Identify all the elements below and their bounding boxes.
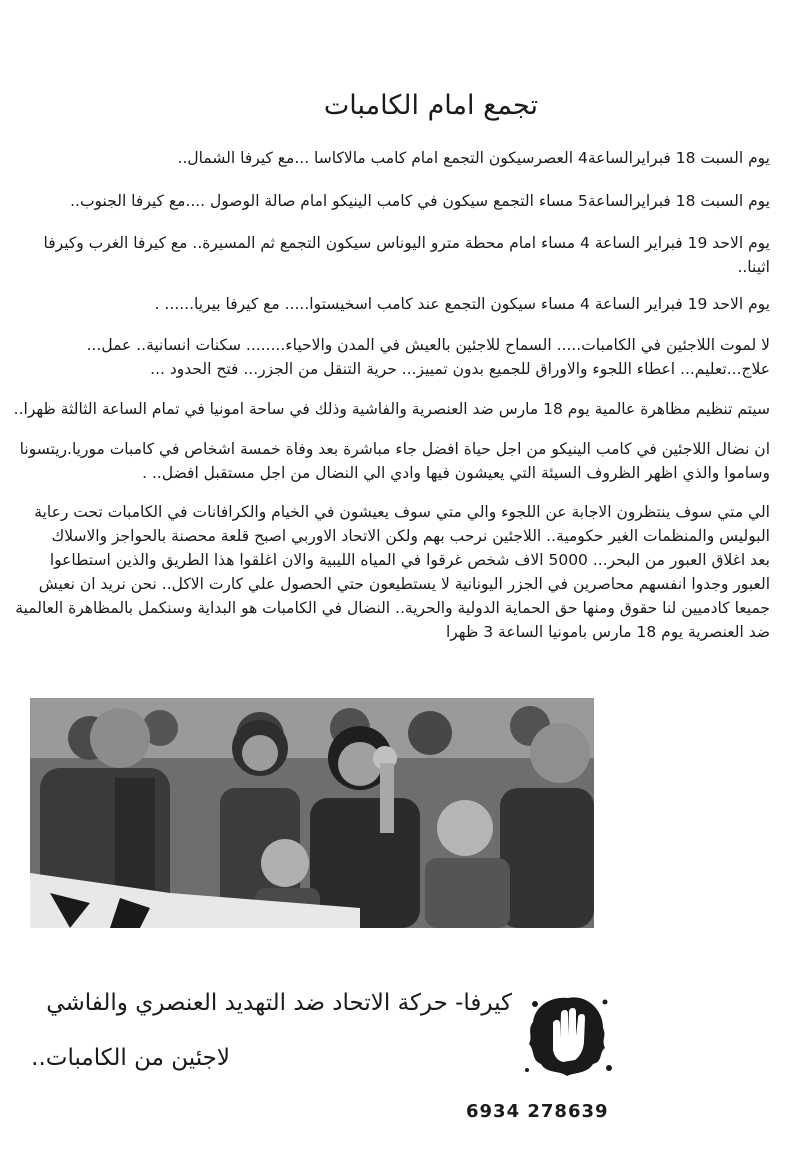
paragraph-3 — [30, 231, 770, 279]
paragraph-line: العبور وجدوا انفسهم محاصرين في الجزر اليونانية لا يستطيعون حتي الحصول علي كارت الاكل.. نحن نريد ان نعيش — [38, 575, 770, 593]
paragraph-line: الي متي سوف ينتظرون الاجابة عن اللجوء والي متي سوف يعيشون في الخيام والكرافانات في الكامبات تحت رعاية — [34, 503, 770, 521]
paragraph-line: ضد العنصرية يوم 18 مارس بامونيا الساعة 3 ظهرا — [445, 623, 770, 641]
raised-hand-splash-icon — [523, 990, 613, 1080]
paragraph-1 — [30, 146, 770, 170]
paragraph-line: سيتم تنظيم مظاهرة عالمية يوم 18 مارس ضد العنصرية والفاشية وذلك في ساحة امونيا في تمام الساعة الثالثة ظهرا.. — [13, 400, 770, 418]
paragraph-line: لا لموت اللاجئين في الكامبات..... السماح للاجئين بالعيش في المدن والاحياء........ سكنات انسانية.. عمل... — [86, 336, 770, 354]
paragraph-6 — [13, 397, 770, 421]
page-title: تجمع امام الكامبات — [323, 90, 538, 121]
paragraph-8 — [15, 500, 770, 644]
paragraph-line: البوليس والمنظمات الغير حكومية.. اللاجئين نرحب بهم ولكن الاتحاد الاوربي اصبح قلعة محصنة بالحواجز والاسلاك — [51, 527, 770, 545]
paragraph-line: علاج...تعليم... اعطاء اللجوء والاوراق للجميع بدون تمييز... حرية التنقل من الجزر... فتح الحدود ... — [150, 360, 770, 378]
paragraph-4 — [30, 292, 770, 316]
paragraph-line: يوم الاحد 19 فبراير الساعة 4 مساء امام محطة مترو اليوناس سيكون التجمع ثم المسيرة.. مع كيرفا الغرب وكيرفا — [43, 234, 770, 252]
paragraph-line: ان نضال اللاجئين في كامب الينيكو من اجل حياة افضل جاء مباشرة بعد وفاة خمسة اشخاص في كامبات موريا.ريتسونا — [19, 440, 770, 458]
paragraph-5 — [30, 333, 770, 381]
paragraph-7 — [19, 437, 770, 485]
protest-photo-illustration — [30, 698, 594, 928]
paragraph-line: يوم السبت 18 فبرايرالساعة4 العصرسيكون التجمع امام كامب مالاكاسا ...مع كيرفا الشمال.. — [177, 149, 770, 167]
paragraph-line: بعد اغلاق العبور من البحر... 5000 الاف شخص غرقوا في المياه الليبية والان اغلقوا هذا الطريق والذين استطاعوا — [49, 551, 770, 569]
protest-photo — [30, 698, 594, 928]
paragraph-line: اثينا.. — [737, 258, 770, 276]
paragraph-line: جميعا كادميين لنا حقوق ومنها حق الحماية الدولية والحرية.. النضال في الكامبات هو البداية وسنكمل بالمظاهرة العالمية — [15, 599, 770, 617]
paragraph-line: وساموا والذي اظهر الظروف السيئة التي يعيشون فيها وادي الي النضال من اجل مستقبل افضل.. . — [142, 464, 770, 482]
footer-organization-name: كيرفا- حركة الاتحاد ضد التهديد العنصري والفاشي — [46, 990, 512, 1016]
phone-number: 6934 278639 — [466, 1101, 609, 1122]
paragraph-2 — [30, 189, 770, 213]
footer-subtitle: لاجئين من الكامبات.. — [31, 1045, 230, 1071]
paragraph-line: يوم السبت 18 فبرايرالساعة5 مساء التجمع سيكون في كامب الينيكو امام صالة الوصول ....مع كيرفا الجنوب.. — [70, 192, 770, 210]
paragraph-line: يوم الاحد 19 فبراير الساعة 4 مساء سيكون التجمع عند كامب اسخيستوا..... مع كيرفا بيريا...... . — [154, 295, 770, 313]
